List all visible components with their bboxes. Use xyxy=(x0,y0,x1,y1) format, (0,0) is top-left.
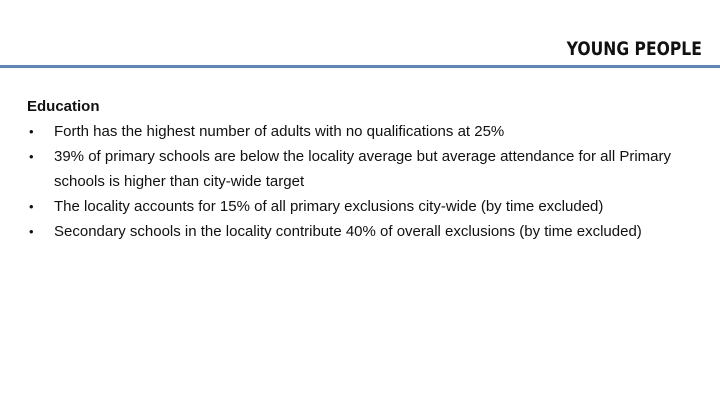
page-title: YOUNG PEOPLE xyxy=(566,38,702,60)
bullet-icon: • xyxy=(29,199,34,214)
bullet-icon: • xyxy=(29,224,34,239)
list-item-text: The locality accounts for 15% of all primary exclusions city-wide (by time excluded) xyxy=(54,198,604,215)
list-item xyxy=(27,144,697,194)
section-heading: Education xyxy=(27,98,100,115)
list-item xyxy=(27,119,697,144)
bullet-icon: • xyxy=(29,124,34,139)
list-item xyxy=(27,219,697,244)
list-item xyxy=(27,194,697,219)
list-item-text: Secondary schools in the locality contribute 40% of overall exclusions (by time excluded) xyxy=(54,223,642,240)
header-divider xyxy=(0,65,720,68)
list-item-text: Forth has the highest number of adults with no qualifications at 25% xyxy=(54,123,505,140)
content-area xyxy=(27,94,697,244)
bullet-list xyxy=(27,119,697,244)
list-item-text: 39% of primary schools are below the locality average but average attendance for all Primary schools is higher than city-wide target xyxy=(54,148,671,190)
bullet-icon: • xyxy=(29,149,34,164)
